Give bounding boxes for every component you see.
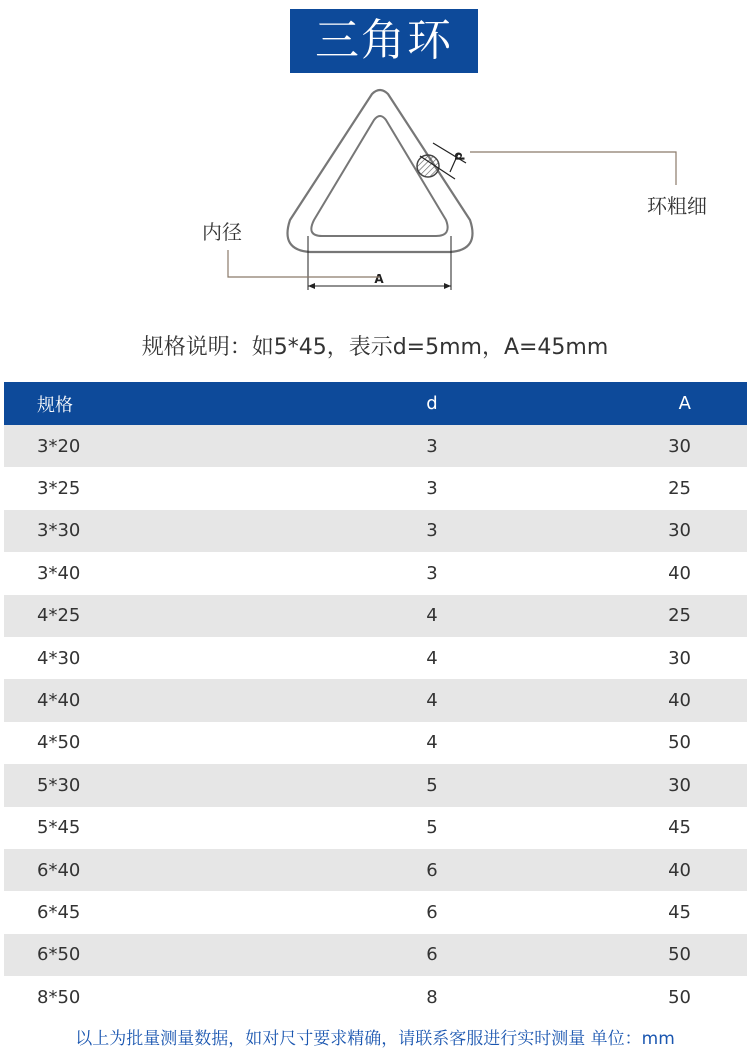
table-row — [4, 891, 747, 933]
cell-d: 4 — [237, 637, 582, 679]
cell-a: 30 — [582, 510, 747, 552]
inner-diameter-label: 内径 — [202, 220, 242, 244]
cell-a: 45 — [582, 891, 747, 933]
cell-d: 3 — [237, 425, 582, 467]
cell-spec: 4*25 — [4, 595, 237, 637]
cell-spec: 8*50 — [4, 976, 237, 1018]
cell-spec: 3*40 — [4, 552, 237, 594]
cell-spec: 5*30 — [4, 764, 237, 806]
cell-a: 30 — [582, 764, 747, 806]
spec-table — [4, 382, 747, 1018]
cell-a: 40 — [582, 679, 747, 721]
table-row — [4, 510, 747, 552]
cell-spec: 4*30 — [4, 637, 237, 679]
cell-spec: 5*45 — [4, 807, 237, 849]
a-dimension-label: A — [374, 272, 384, 286]
header-d: d — [237, 382, 582, 425]
table-row — [4, 722, 747, 764]
cell-a: 30 — [582, 637, 747, 679]
table-row — [4, 679, 747, 721]
thickness-label: 环粗细 — [647, 194, 707, 218]
cell-a: 50 — [582, 976, 747, 1018]
cell-a: 30 — [582, 425, 747, 467]
cell-d: 3 — [237, 552, 582, 594]
cell-d: 5 — [237, 807, 582, 849]
table-row — [4, 934, 747, 976]
table-row — [4, 637, 747, 679]
page-title: 三角环 — [290, 9, 478, 73]
cell-a: 50 — [582, 934, 747, 976]
cell-spec: 6*50 — [4, 934, 237, 976]
cell-d: 6 — [237, 934, 582, 976]
cell-a: 40 — [582, 552, 747, 594]
table-row — [4, 807, 747, 849]
header-a: A — [582, 382, 747, 425]
table-row — [4, 764, 747, 806]
table-row — [4, 849, 747, 891]
cell-d: 5 — [237, 764, 582, 806]
table-header-row — [4, 382, 747, 425]
footer-note: 以上为批量测量数据，如对尺寸要求精确，请联系客服进行实时测量 单位：mm — [75, 1029, 675, 1049]
cell-d: 4 — [237, 679, 582, 721]
d-dimension-label: d — [452, 152, 466, 161]
cell-a: 40 — [582, 849, 747, 891]
cell-d: 8 — [237, 976, 582, 1018]
cell-d: 4 — [237, 722, 582, 764]
cell-d: 6 — [237, 891, 582, 933]
cell-d: 3 — [237, 467, 582, 509]
cell-spec: 3*30 — [4, 510, 237, 552]
cell-spec: 4*40 — [4, 679, 237, 721]
cell-spec: 3*20 — [4, 425, 237, 467]
table-row — [4, 595, 747, 637]
triangle-ring-diagram — [0, 80, 750, 320]
cell-a: 25 — [582, 467, 747, 509]
header-spec: 规格 — [4, 382, 237, 425]
table-row — [4, 976, 747, 1018]
cell-spec: 6*40 — [4, 849, 237, 891]
cell-d: 4 — [237, 595, 582, 637]
table-row — [4, 467, 747, 509]
spec-note: 规格说明：如5*45，表示d=5mm，A=45mm — [141, 335, 609, 360]
cell-d: 3 — [237, 510, 582, 552]
cell-a: 50 — [582, 722, 747, 764]
cell-spec: 6*45 — [4, 891, 237, 933]
cell-spec: 4*50 — [4, 722, 237, 764]
cell-d: 6 — [237, 849, 582, 891]
ring-outer-outline — [288, 90, 473, 252]
cell-a: 25 — [582, 595, 747, 637]
table-row — [4, 425, 747, 467]
cell-a: 45 — [582, 807, 747, 849]
cell-spec: 3*25 — [4, 467, 237, 509]
table-row — [4, 552, 747, 594]
